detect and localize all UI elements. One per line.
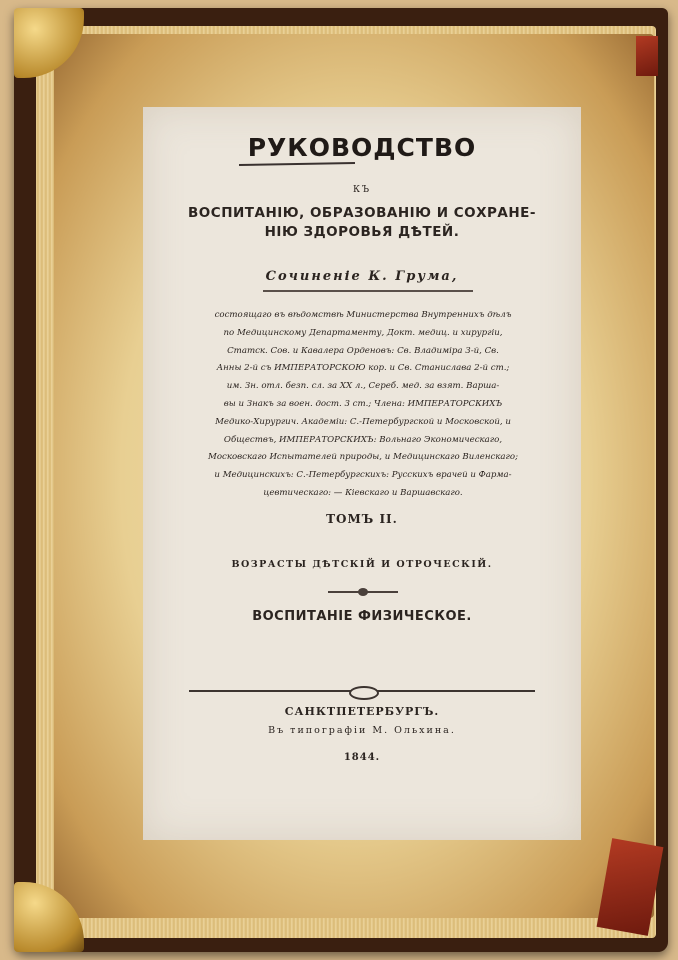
author-credentials — [175, 307, 551, 503]
title-underline — [239, 162, 355, 166]
credentials-line: Анны 2-й съ ИМПЕРАТОРСКОЮ кор. и Св. Станислава 2-й ст.; — [216, 363, 510, 374]
credentials-line: Обществъ, ИМПЕРАТОРСКИХЪ: Вольнаго Экономическаго, — [223, 434, 503, 445]
publication-city: САНКТПЕТЕРБУРГЪ. — [284, 705, 440, 718]
credentials-line: Московскаго Испытателей природы, и Медицинскаго Виленскаго; — [208, 452, 518, 463]
credentials-line: и Медицинскихъ: С.-Петербургскихъ: Русскихъ врачей и Фарма- — [214, 470, 512, 481]
volume-number: ТОМЪ II. — [326, 512, 398, 526]
connector-word: КЪ — [352, 185, 372, 195]
bookmark-ribbon-top — [636, 36, 658, 76]
title-page-scan — [143, 107, 581, 840]
credentials-line: вы и Знакъ за воен. дост. 3 ст.; Члена: ИМПЕРАТОРСКИХЪ — [223, 398, 503, 409]
subtitle-line-1: ВОСПИТАНІЮ, ОБРАЗОВАНІЮ И СОХРАНЕ- — [188, 205, 536, 221]
publication-year: 1844. — [343, 752, 381, 763]
subtitle-line-2: НІЮ ЗДОРОВЬЯ ДѢТЕЙ. — [264, 224, 460, 240]
author-line: Сочиненіе К. Грума, — [265, 269, 459, 284]
ornamental-divider — [189, 690, 535, 692]
printer-line: Въ типографіи М. Ольхина. — [268, 725, 456, 736]
book-subtitle — [143, 204, 581, 242]
credentials-line: по Медицинскому Департаменту, Докт. медиц. и хирургіи, — [223, 327, 503, 338]
section-title: ВОСПИТАНІЕ ФИЗИЧЕСКОЕ. — [252, 609, 472, 624]
credentials-line: состоящаго въ вѣдомствѣ Министерства Внутреннихъ дѣлъ — [214, 310, 512, 320]
credentials-line: цевтическаго: — Кіевскаго и Варшавскаго. — [263, 487, 463, 498]
small-ornament — [328, 591, 398, 593]
author-underline — [263, 290, 473, 292]
credentials-line: Статск. Сов. и Кавалера Орденовъ: Св. Владиміра 3-й, Св. — [227, 345, 499, 356]
credentials-line: им. Зн. отл. безп. сл. за XX л., Сереб. мед. за взят. Варша- — [226, 381, 500, 392]
credentials-line: Медико-Хирургич. Академіи: С.-Петербургской и Московской, и — [215, 416, 511, 427]
book-title: РУКОВОДСТВО — [247, 133, 477, 162]
age-line: ВОЗРАСТЫ ДѢТСКІЙ И ОТРОЧЕСКІЙ. — [231, 559, 493, 570]
